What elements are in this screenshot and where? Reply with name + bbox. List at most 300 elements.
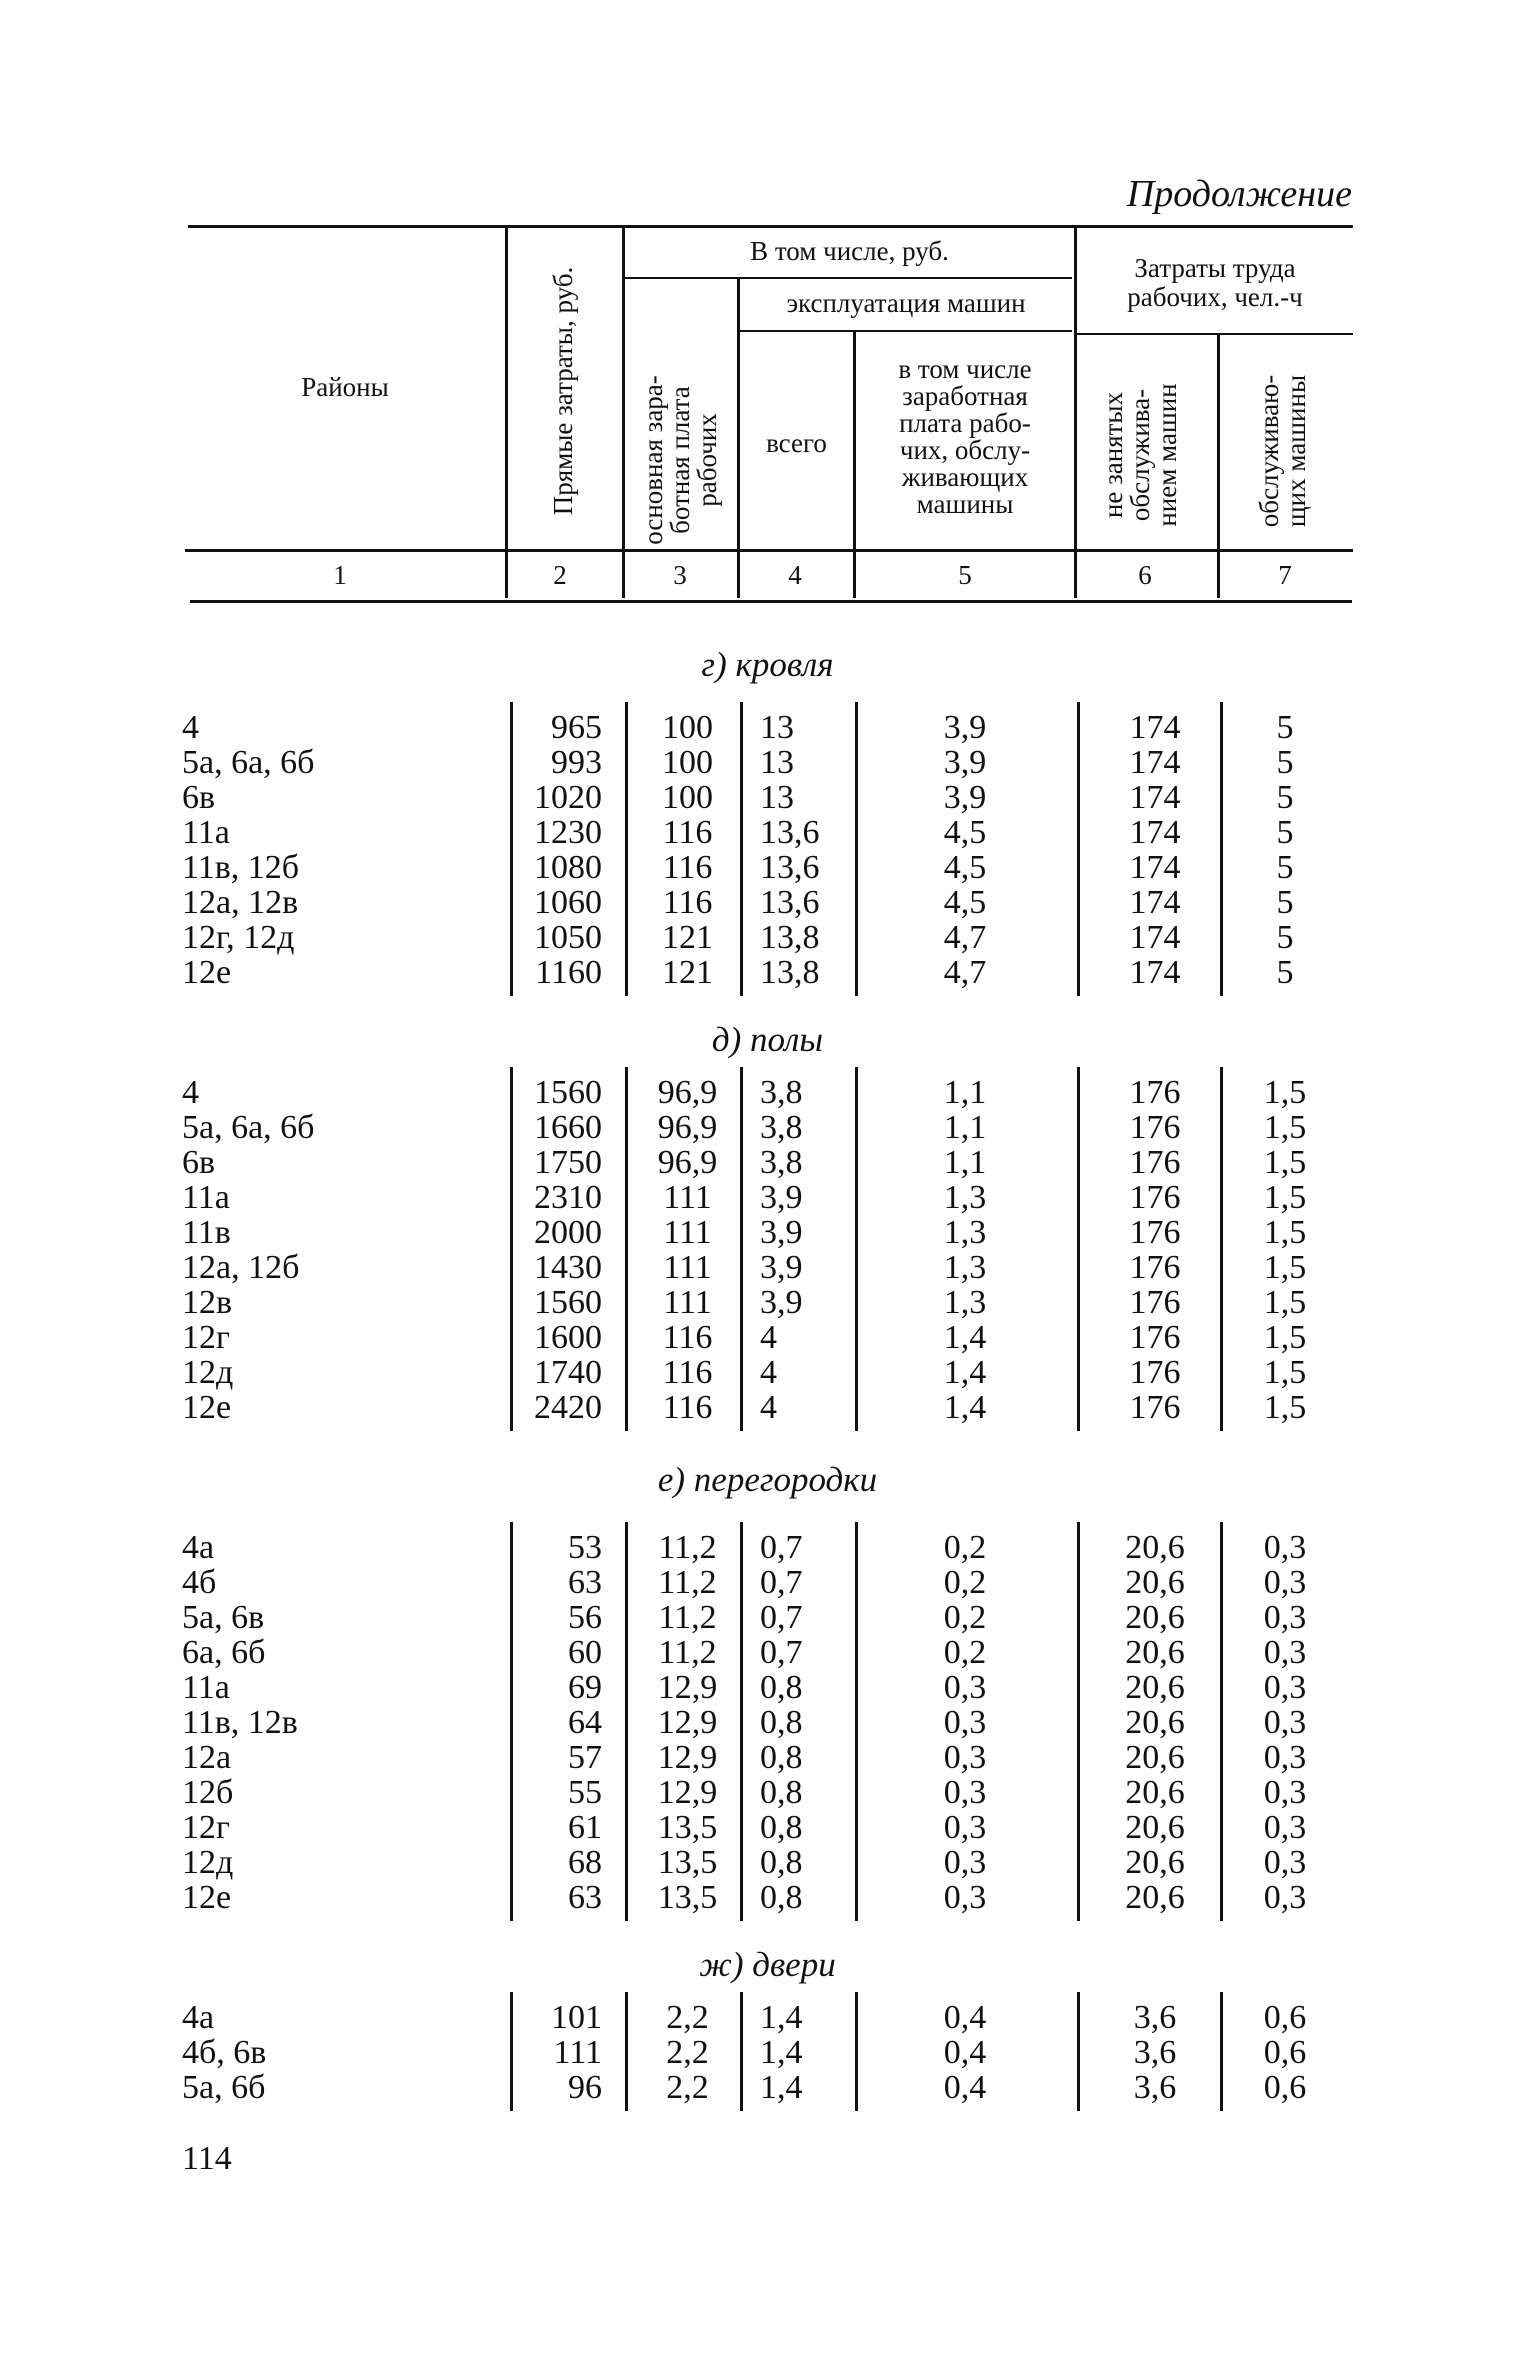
cell-direct-cost: 965: [551, 709, 602, 746]
cell-machine-wage: 0,4: [943, 2034, 987, 2071]
header-top-rule: [188, 225, 1353, 228]
section-title: д) полы: [711, 1020, 824, 1059]
cell-base-wage: 13,5: [657, 1844, 718, 1881]
cell-machine-total: 1,4: [760, 1999, 803, 2036]
cell-labor-serving: 1,5: [1263, 1354, 1307, 1391]
cell-labor-not-serving: 174: [1129, 849, 1181, 886]
cell-machine-total: 0,8: [760, 1879, 803, 1916]
cell-labor-not-serving: 176: [1129, 1284, 1181, 1321]
cell-machine-wage: 0,3: [943, 1809, 987, 1846]
cell-machine-total: 0,8: [760, 1704, 803, 1741]
cell-labor-not-serving: 20,6: [1125, 1809, 1185, 1846]
cell-region: 4: [182, 709, 199, 746]
table-row: [0, 1110, 1535, 1145]
cell-base-wage: 11,2: [658, 1564, 717, 1601]
cell-machine-wage: 1,1: [943, 1074, 987, 1111]
section-column-rule: [1077, 1992, 1080, 2111]
table-row: [0, 1215, 1535, 1250]
header-rule-machines: [740, 330, 1072, 332]
cell-direct-cost: 1750: [534, 1144, 602, 1181]
cell-region: 12е: [182, 954, 232, 991]
cell-base-wage: 12,9: [657, 1774, 718, 1811]
table-row: [0, 1600, 1535, 1635]
section-title: ж) двери: [699, 1945, 836, 1984]
section-column-rule: [510, 1067, 513, 1431]
cell-direct-cost: 1060: [534, 884, 602, 921]
cell-machine-total: 13: [760, 744, 794, 781]
table-row: [0, 2000, 1535, 2035]
cell-labor-serving: 5: [1276, 884, 1294, 921]
cell-direct-cost: 1660: [534, 1109, 602, 1146]
section-column-rule: [510, 702, 513, 996]
cell-direct-cost: 60: [568, 1634, 602, 1671]
cell-region: 6а, 6б: [182, 1634, 266, 1671]
header-vline-6: [1217, 335, 1220, 598]
cell-direct-cost: 1740: [534, 1354, 602, 1391]
table-row: [0, 1705, 1535, 1740]
cell-machine-total: 13,8: [760, 954, 820, 991]
cell-machine-total: 0,7: [760, 1529, 803, 1566]
cell-labor-not-serving: 176: [1129, 1144, 1181, 1181]
cell-base-wage: 96,9: [657, 1109, 718, 1146]
cell-region: 11а: [182, 1669, 230, 1706]
cell-base-wage: 13,5: [657, 1879, 718, 1916]
cell-direct-cost: 101: [551, 1999, 602, 2036]
cell-region: 5а, 6б: [182, 2069, 266, 2106]
cell-region: 11в: [182, 1214, 231, 1251]
cell-machine-total: 13: [760, 709, 794, 746]
table-row: [0, 1810, 1535, 1845]
cell-direct-cost: 64: [568, 1704, 602, 1741]
cell-machine-total: 0,8: [760, 1774, 803, 1811]
header-regions: Районы: [301, 372, 389, 402]
cell-labor-not-serving: 20,6: [1125, 1879, 1185, 1916]
table-row: [0, 710, 1535, 745]
table-row: [0, 920, 1535, 955]
cell-region: 12в: [182, 1284, 233, 1321]
cell-labor-serving: 1,5: [1263, 1214, 1307, 1251]
header-total: всего: [766, 428, 827, 458]
cell-labor-not-serving: 176: [1129, 1389, 1181, 1426]
section-column-rule: [740, 1522, 743, 1921]
table-row: [0, 2070, 1535, 2105]
cell-direct-cost: 1080: [534, 849, 602, 886]
cell-machine-total: 3,9: [760, 1179, 803, 1216]
cell-machine-wage: 0,2: [943, 1634, 987, 1671]
table-row: [0, 1845, 1535, 1880]
cell-direct-cost: 2310: [534, 1179, 602, 1216]
table-row: [0, 815, 1535, 850]
cell-region: 5а, 6а, 6б: [182, 744, 315, 781]
cell-machine-total: 3,8: [760, 1074, 803, 1111]
cell-labor-not-serving: 174: [1129, 954, 1181, 991]
cell-machine-total: 0,8: [760, 1844, 803, 1881]
cell-labor-not-serving: 176: [1129, 1354, 1181, 1391]
cell-region: 12а, 12в: [182, 884, 299, 921]
cell-direct-cost: 993: [551, 744, 602, 781]
cell-region: 5а, 6а, 6б: [182, 1109, 315, 1146]
section-column-rule: [740, 1067, 743, 1431]
cell-machine-wage: 1,4: [943, 1389, 987, 1426]
section-column-rule: [1220, 1522, 1223, 1921]
cell-machine-wage: 1,3: [943, 1284, 987, 1321]
table-row: [0, 955, 1535, 990]
table-row: [0, 1635, 1535, 1670]
section-column-rule: [625, 702, 628, 996]
table-row: [0, 1390, 1535, 1425]
header-rule-incl: [625, 277, 1072, 279]
header-vline-1: [505, 228, 508, 598]
cell-region: 11в, 12б: [182, 849, 300, 886]
table-row: [0, 2035, 1535, 2070]
table-row: [0, 1775, 1535, 1810]
colnum-2: 2: [553, 560, 567, 590]
cell-labor-not-serving: 20,6: [1125, 1774, 1185, 1811]
cell-machine-total: 3,8: [760, 1144, 803, 1181]
header-base-wage: основная зара- ботная плата рабочих: [638, 375, 722, 545]
cell-base-wage: 11,2: [658, 1529, 717, 1566]
table-row: [0, 1285, 1535, 1320]
cell-labor-serving: 1,5: [1263, 1109, 1307, 1146]
cell-labor-not-serving: 20,6: [1125, 1599, 1185, 1636]
cell-base-wage: 116: [662, 884, 713, 921]
table-row: [0, 1565, 1535, 1600]
cell-labor-serving: 0,3: [1263, 1669, 1307, 1706]
cell-labor-serving: 0,6: [1263, 2034, 1307, 2071]
cell-labor-serving: 0,3: [1263, 1739, 1307, 1776]
header-serving: обслуживаю- щих машины: [1254, 374, 1311, 528]
table-row: [0, 1145, 1535, 1180]
cell-labor-not-serving: 176: [1129, 1319, 1181, 1356]
cell-direct-cost: 1230: [534, 814, 602, 851]
cell-labor-serving: 5: [1276, 814, 1294, 851]
section-column-rule: [855, 1067, 858, 1431]
section-column-rule: [740, 1992, 743, 2111]
cell-machine-wage: 4,5: [943, 849, 987, 886]
cell-machine-total: 0,8: [760, 1739, 803, 1776]
table-row: [0, 1530, 1535, 1565]
colnum-3: 3: [673, 560, 687, 590]
cell-base-wage: 111: [663, 1214, 712, 1251]
cell-labor-serving: 0,3: [1263, 1844, 1307, 1881]
cell-labor-serving: 0,3: [1263, 1879, 1307, 1916]
cell-base-wage: 12,9: [657, 1739, 718, 1776]
table-row: [0, 850, 1535, 885]
cell-machine-wage: 1,4: [943, 1319, 987, 1356]
table-row: [0, 1670, 1535, 1705]
section-column-rule: [855, 1522, 858, 1921]
cell-machine-total: 13,8: [760, 919, 820, 956]
cell-machine-wage: 0,3: [943, 1844, 987, 1881]
cell-labor-serving: 0,3: [1263, 1564, 1307, 1601]
header-machine-ops: эксплуатация машин: [786, 288, 1026, 318]
cell-direct-cost: 55: [568, 1774, 602, 1811]
cell-machine-wage: 0,3: [943, 1739, 987, 1776]
header-direct-costs: Прямые затраты, руб.: [548, 266, 578, 516]
cell-region: 12г: [182, 1319, 230, 1356]
section-column-rule: [625, 1522, 628, 1921]
cell-base-wage: 2,2: [666, 1999, 709, 2036]
colnum-7: 7: [1278, 560, 1292, 590]
cell-machine-total: 4: [760, 1319, 777, 1356]
cell-region: 4а: [182, 1999, 215, 2036]
colnum-4: 4: [788, 560, 802, 590]
cell-region: 12е: [182, 1879, 232, 1916]
section-column-rule: [855, 1992, 858, 2111]
cell-labor-serving: 5: [1276, 744, 1294, 781]
cell-base-wage: 96,9: [657, 1144, 718, 1181]
cell-labor-not-serving: 20,6: [1125, 1529, 1185, 1566]
cell-labor-serving: 0,3: [1263, 1529, 1307, 1566]
cell-direct-cost: 63: [568, 1879, 602, 1916]
cell-direct-cost: 111: [553, 2034, 602, 2071]
cell-machine-wage: 1,4: [943, 1354, 987, 1391]
cell-direct-cost: 61: [568, 1809, 602, 1846]
table-row: [0, 1355, 1535, 1390]
cell-labor-not-serving: 174: [1129, 919, 1181, 956]
cell-base-wage: 11,2: [658, 1599, 717, 1636]
cell-labor-not-serving: 176: [1129, 1179, 1181, 1216]
cell-base-wage: 11,2: [658, 1634, 717, 1671]
cell-machine-total: 1,4: [760, 2034, 803, 2071]
cell-labor-not-serving: 174: [1129, 709, 1181, 746]
cell-base-wage: 111: [663, 1179, 712, 1216]
table-row: [0, 1880, 1535, 1915]
cell-machine-total: 3,8: [760, 1109, 803, 1146]
cell-machine-total: 13,6: [760, 849, 820, 886]
cell-direct-cost: 1560: [534, 1284, 602, 1321]
section-column-rule: [1077, 1522, 1080, 1921]
cell-region: 11в, 12в: [182, 1704, 298, 1741]
cell-machine-wage: 4,5: [943, 884, 987, 921]
cell-labor-serving: 0,3: [1263, 1634, 1307, 1671]
cell-base-wage: 100: [662, 709, 713, 746]
cell-labor-serving: 1,5: [1263, 1319, 1307, 1356]
cell-region: 6в: [182, 779, 216, 816]
cell-direct-cost: 2420: [534, 1389, 602, 1426]
table-row: [0, 745, 1535, 780]
cell-base-wage: 100: [662, 744, 713, 781]
cell-machine-total: 13: [760, 779, 794, 816]
cell-base-wage: 116: [662, 1319, 713, 1356]
cell-labor-serving: 1,5: [1263, 1144, 1307, 1181]
section-column-rule: [510, 1992, 513, 2111]
table-row: [0, 1075, 1535, 1110]
cell-machine-wage: 0,3: [943, 1669, 987, 1706]
cell-machine-wage: 0,4: [943, 1999, 987, 2036]
cell-machine-wage: 3,9: [943, 744, 987, 781]
cell-region: 12а: [182, 1739, 232, 1776]
cell-labor-serving: 0,3: [1263, 1599, 1307, 1636]
cell-machine-total: 1,4: [760, 2069, 803, 2106]
cell-labor-serving: 5: [1276, 954, 1294, 991]
cell-region: 12д: [182, 1844, 234, 1881]
cell-labor-not-serving: 174: [1129, 814, 1181, 851]
table-row: [0, 780, 1535, 815]
cell-machine-total: 0,8: [760, 1669, 803, 1706]
cell-machine-total: 13,6: [760, 884, 820, 921]
cell-machine-wage: 0,2: [943, 1599, 987, 1636]
cell-direct-cost: 1050: [534, 919, 602, 956]
cell-base-wage: 121: [662, 919, 713, 956]
section-column-rule: [625, 1992, 628, 2111]
cell-machine-total: 3,9: [760, 1214, 803, 1251]
cell-labor-not-serving: 3,6: [1133, 2069, 1177, 2106]
section-column-rule: [625, 1067, 628, 1431]
header-incl-wage: в том числе заработная плата рабо- чих, обслу- живающих машины: [898, 354, 1032, 519]
header-labor-costs: Затраты труда рабочих, чел.-ч: [1127, 253, 1303, 312]
cell-machine-wage: 0,4: [943, 2069, 987, 2106]
cell-direct-cost: 1160: [535, 954, 602, 991]
section-column-rule: [1077, 702, 1080, 996]
cell-labor-not-serving: 20,6: [1125, 1669, 1185, 1706]
cell-labor-not-serving: 20,6: [1125, 1704, 1185, 1741]
header-not-serving: не занятых обслужива- нием машин: [1098, 383, 1182, 527]
cell-machine-wage: 1,3: [943, 1214, 987, 1251]
cell-region: 12а, 12б: [182, 1249, 300, 1286]
cell-region: 11а: [182, 814, 230, 851]
cell-labor-serving: 0,3: [1263, 1809, 1307, 1846]
header-incl-rub: В том числе, руб.: [750, 236, 949, 266]
cell-direct-cost: 57: [568, 1739, 602, 1776]
cell-direct-cost: 2000: [534, 1214, 602, 1251]
cell-region: 5а, 6в: [182, 1599, 265, 1636]
cell-labor-not-serving: 20,6: [1125, 1564, 1185, 1601]
cell-labor-serving: 0,6: [1263, 1999, 1307, 2036]
cell-labor-not-serving: 174: [1129, 779, 1181, 816]
cell-machine-wage: 1,3: [943, 1249, 987, 1286]
cell-machine-total: 3,9: [760, 1249, 803, 1286]
table-row: [0, 885, 1535, 920]
cell-machine-wage: 4,5: [943, 814, 987, 851]
cell-base-wage: 13,5: [657, 1809, 718, 1846]
colnum-5: 5: [958, 560, 972, 590]
colnum-1: 1: [333, 560, 347, 590]
cell-labor-not-serving: 20,6: [1125, 1739, 1185, 1776]
cell-labor-not-serving: 174: [1129, 884, 1181, 921]
cell-labor-not-serving: 176: [1129, 1214, 1181, 1251]
cell-machine-wage: 0,2: [943, 1529, 987, 1566]
cell-region: 4б, 6в: [182, 2034, 267, 2071]
cell-labor-not-serving: 176: [1129, 1074, 1181, 1111]
colnum-6: 6: [1138, 560, 1152, 590]
cell-base-wage: 116: [662, 1354, 713, 1391]
section-title: е) перегородки: [657, 1460, 878, 1499]
cell-base-wage: 116: [662, 1389, 713, 1426]
cell-labor-serving: 1,5: [1263, 1179, 1307, 1216]
cell-base-wage: 12,9: [657, 1704, 718, 1741]
header-rule-labor: [1077, 333, 1353, 335]
cell-labor-serving: 0,3: [1263, 1774, 1307, 1811]
cell-region: 12г: [182, 1809, 230, 1846]
table-row: [0, 1320, 1535, 1355]
cell-labor-serving: 0,3: [1263, 1704, 1307, 1741]
table-row: [0, 1250, 1535, 1285]
cell-machine-wage: 3,9: [943, 779, 987, 816]
cell-direct-cost: 68: [568, 1844, 602, 1881]
continuation-label: Продолжение: [1126, 173, 1352, 215]
cell-machine-wage: 1,1: [943, 1144, 987, 1181]
cell-base-wage: 2,2: [666, 2069, 709, 2106]
cell-labor-serving: 5: [1276, 709, 1294, 746]
cell-labor-serving: 1,5: [1263, 1249, 1307, 1286]
cell-machine-wage: 1,3: [943, 1179, 987, 1216]
cell-machine-total: 13,6: [760, 814, 820, 851]
cell-machine-wage: 4,7: [943, 919, 987, 956]
section-column-rule: [510, 1522, 513, 1921]
section-column-rule: [1220, 1992, 1223, 2111]
cell-machine-total: 3,9: [760, 1284, 803, 1321]
cell-machine-total: 0,8: [760, 1809, 803, 1846]
cell-region: 12г, 12д: [182, 919, 295, 956]
cell-region: 4б: [182, 1564, 217, 1601]
cell-machine-total: 4: [760, 1354, 777, 1391]
cell-labor-not-serving: 3,6: [1133, 1999, 1177, 2036]
cell-region: 6в: [182, 1144, 216, 1181]
cell-labor-not-serving: 176: [1129, 1109, 1181, 1146]
cell-machine-wage: 0,3: [943, 1774, 987, 1811]
cell-labor-not-serving: 174: [1129, 744, 1181, 781]
cell-region: 11а: [182, 1179, 230, 1216]
cell-machine-wage: 3,9: [943, 709, 987, 746]
cell-base-wage: 12,9: [657, 1669, 718, 1706]
cell-region: 12б: [182, 1774, 234, 1811]
section-column-rule: [1220, 702, 1223, 996]
header-vline-4: [853, 332, 856, 598]
cell-base-wage: 96,9: [657, 1074, 718, 1111]
cell-labor-not-serving: 20,6: [1125, 1844, 1185, 1881]
table-row: [0, 1740, 1535, 1775]
cell-labor-serving: 5: [1276, 779, 1294, 816]
cell-machine-total: 0,7: [760, 1564, 803, 1601]
cell-machine-total: 4: [760, 1389, 777, 1426]
cell-labor-serving: 5: [1276, 919, 1294, 956]
page-number: 114: [182, 2140, 232, 2177]
cell-labor-not-serving: 20,6: [1125, 1634, 1185, 1671]
section-title: г) кровля: [701, 645, 834, 684]
cell-labor-serving: 1,5: [1263, 1284, 1307, 1321]
cell-direct-cost: 1020: [534, 779, 602, 816]
cell-labor-serving: 5: [1276, 849, 1294, 886]
cell-machine-wage: 0,3: [943, 1879, 987, 1916]
cell-base-wage: 116: [662, 849, 713, 886]
section-column-rule: [855, 702, 858, 996]
cell-direct-cost: 1600: [534, 1319, 602, 1356]
section-column-rule: [1077, 1067, 1080, 1431]
cell-machine-total: 0,7: [760, 1634, 803, 1671]
cell-direct-cost: 1560: [534, 1074, 602, 1111]
cell-labor-not-serving: 176: [1129, 1249, 1181, 1286]
cell-machine-wage: 0,3: [943, 1704, 987, 1741]
cell-region: 4а: [182, 1529, 215, 1566]
cell-machine-total: 0,7: [760, 1599, 803, 1636]
cell-machine-wage: 4,7: [943, 954, 987, 991]
cell-base-wage: 116: [662, 814, 713, 851]
cell-region: 12д: [182, 1354, 234, 1391]
cell-labor-serving: 1,5: [1263, 1074, 1307, 1111]
colnum-bottom-rule: [190, 600, 1352, 603]
cell-direct-cost: 1430: [534, 1249, 602, 1286]
cell-base-wage: 111: [663, 1249, 712, 1286]
cell-machine-wage: 1,1: [943, 1109, 987, 1146]
cell-direct-cost: 96: [568, 2069, 602, 2106]
section-column-rule: [740, 702, 743, 996]
table-row: [0, 1180, 1535, 1215]
cell-region: 4: [182, 1074, 199, 1111]
cell-machine-wage: 0,2: [943, 1564, 987, 1601]
cell-labor-serving: 1,5: [1263, 1389, 1307, 1426]
cell-base-wage: 111: [663, 1284, 712, 1321]
